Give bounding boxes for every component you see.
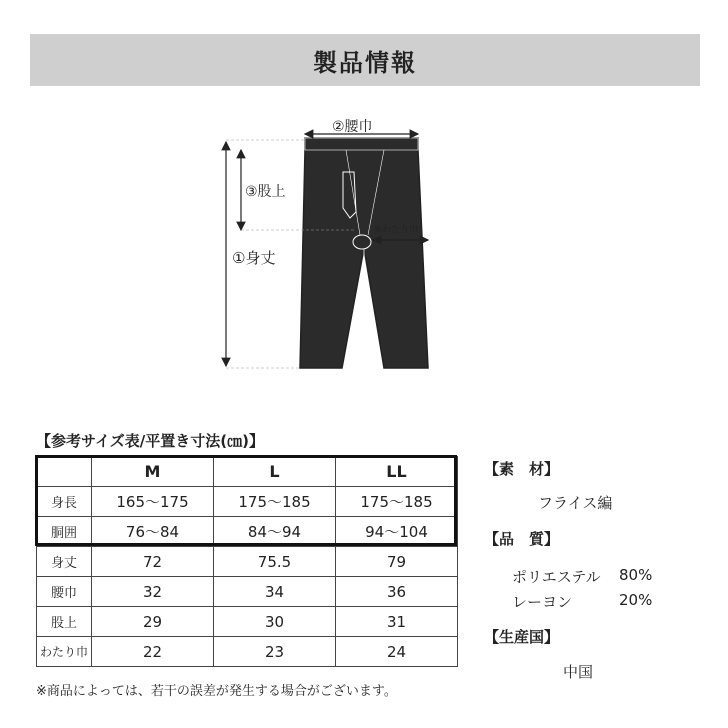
page-title: 製品情報 [313,48,417,77]
origin-heading: 【生産国】 [484,628,560,646]
table-cell: 30 [214,607,336,637]
material-heading: 【素 材】 [484,460,560,478]
table-cell: 34 [214,577,336,607]
quality-item-percent: 20% [619,591,653,609]
quality-item-name: ポリエステル [512,568,601,586]
row-label: 胴囲 [37,517,92,547]
table-cell: 165～175 [92,487,214,517]
row-label: 身長 [37,487,92,517]
row-label: 股上 [37,607,92,637]
table-row [37,607,458,637]
length-label: ①身丈 [232,249,276,267]
table-row [37,637,458,667]
header-cell [37,457,92,487]
row-label: わたり巾 [37,637,92,667]
table-cell: 175～185 [214,487,336,517]
table-cell: 94～104 [336,517,458,547]
size-table-title: 【参考サイズ表/平置き寸法(㎝)】 [36,432,264,450]
table-cell: 84～94 [214,517,336,547]
table-row [37,487,458,517]
table-cell: 22 [92,637,214,667]
table-cell: 76～84 [92,517,214,547]
thigh-label: ④わたり巾 [374,225,419,235]
table-cell: 72 [92,547,214,577]
fly-opening [343,172,356,218]
quality-item-percent: 80% [619,566,653,584]
header-cell: LL [336,457,458,487]
table-cell: 29 [92,607,214,637]
crotch-gusset [353,235,371,249]
table-cell: 23 [214,637,336,667]
measurement-note: ※商品によっては、若干の誤差が発生する場合がございます。 [36,684,397,699]
row-label: 腰巾 [37,577,92,607]
table-header-row [37,457,458,487]
table-row [37,547,458,577]
header-cell: M [92,457,214,487]
table-cell: 175～185 [336,487,458,517]
rise-label: ③股上 [245,184,286,200]
size-table [36,456,458,667]
quality-item-name: レーヨン [512,593,573,611]
waistband [305,138,418,150]
table-cell: 32 [92,577,214,607]
row-label: 身丈 [37,547,92,577]
table-cell: 79 [336,547,458,577]
material-value: フライス編 [538,494,613,512]
table-cell: 36 [336,577,458,607]
table-cell: 24 [336,637,458,667]
quality-heading: 【品 質】 [484,530,560,548]
waist-label: ②腰巾 [332,119,373,135]
table-cell: 31 [336,607,458,637]
header-cell: L [214,457,336,487]
table-cell: 75.5 [214,547,336,577]
origin-value: 中国 [563,663,594,681]
table-row [37,577,458,607]
table-row [37,517,458,547]
